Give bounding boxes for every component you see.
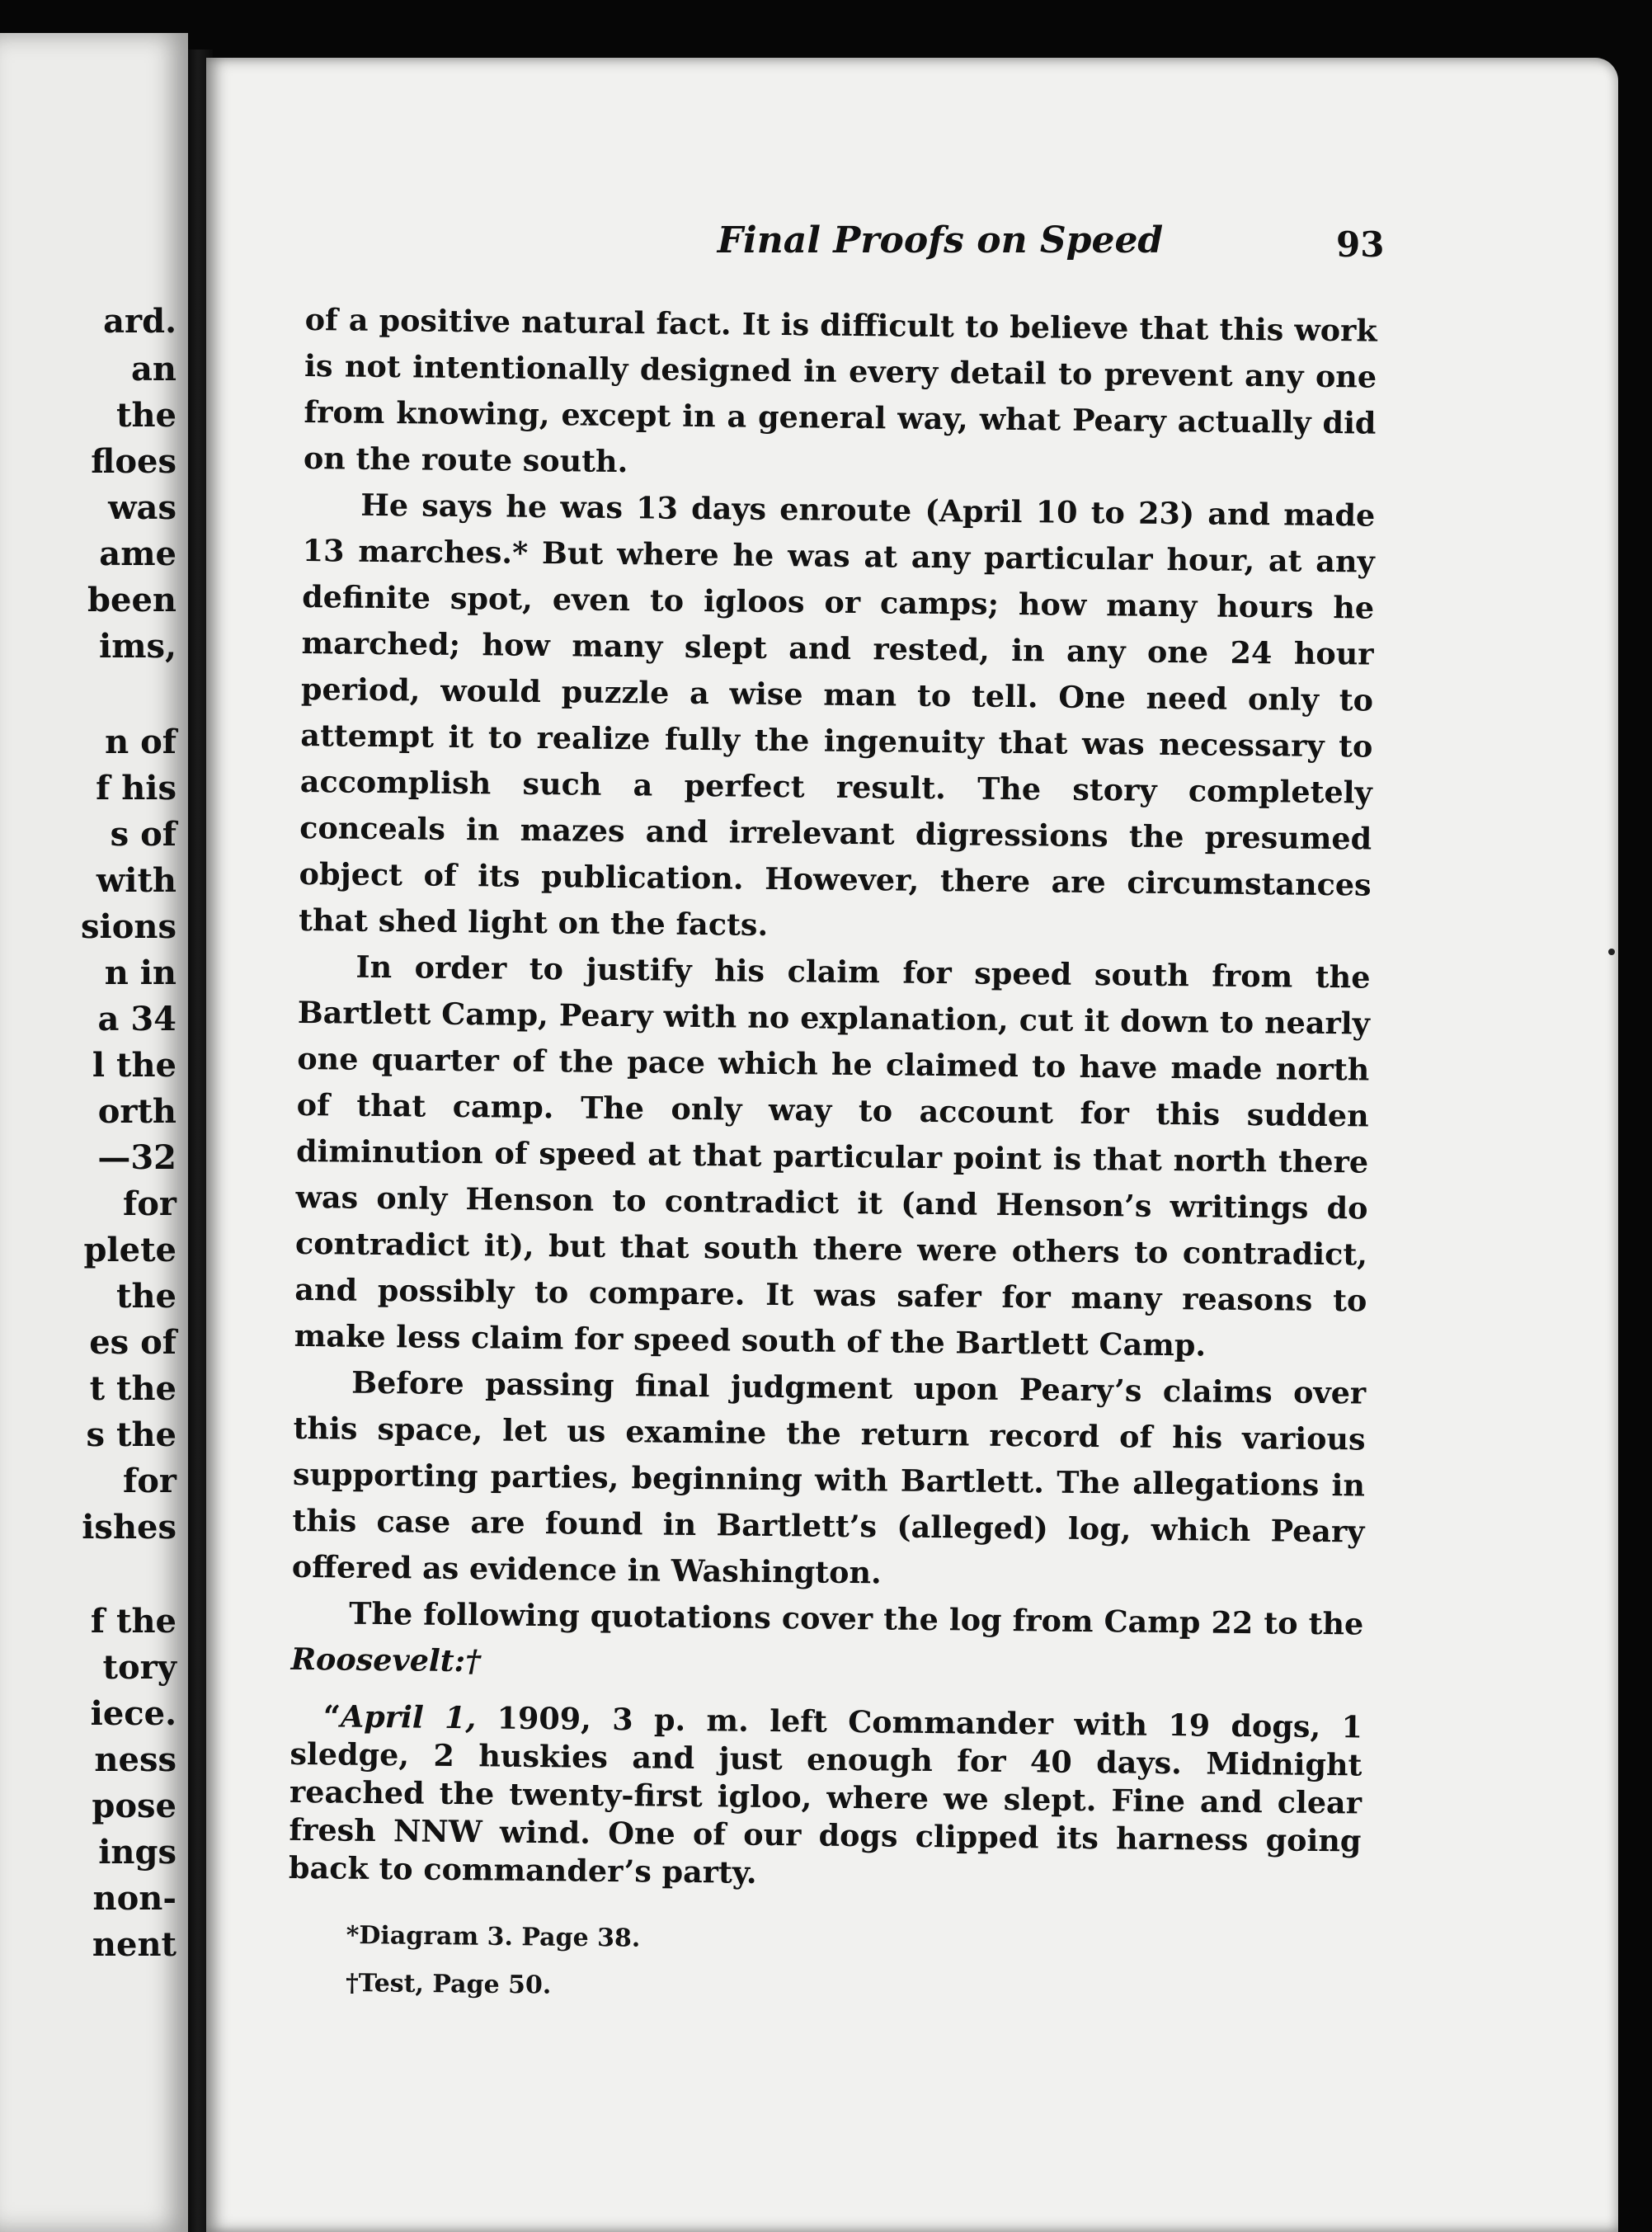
footnote: *Diagram 3. Page 38. [346,1920,641,1953]
quote-intro-text: The following quotations cover the log from Camp 22 to the [349,1595,1364,1642]
page-number: 93 [1336,224,1385,265]
left-fragment: sions [81,907,176,946]
scan-speck [1608,949,1615,955]
left-fragment: ness [94,1740,176,1779]
left-fragment: the [115,396,176,435]
quote-intro-italic: Roosevelt:† [290,1641,482,1679]
left-fragment: s the [86,1415,176,1454]
left-fragment: f the [90,1602,176,1641]
left-fragment: pose [92,1787,176,1825]
left-fragment: a 34 [97,1000,176,1038]
body-text [289,297,1377,1899]
left-fragment: tory [102,1648,176,1687]
paragraph-continued: of a positive natural fact. It is difficult to believe that this work is not intentionally designed in every detail to prevent any one from knowing, except in a general way, what Peary actually did on the route south. [303,301,1377,480]
left-fragment: ings [98,1833,176,1872]
main-page [206,58,1618,2232]
left-fragment: for [123,1462,176,1500]
quote-body: 1909, 3 p. m. left Commander with 19 dogs, 1 sledge, 2 huskies and just enough for 40 days. Midnight reached the twenty-first igloo, where we slept. Fine and clear fresh NNW wind. One of our dogs clipped its harness going back to commander’s party. [288,1700,1363,1891]
left-fragment: ard. [103,302,176,341]
left-fragment: es of [89,1323,176,1362]
quote-intro-paragraph [290,1590,1363,1694]
paragraph: He says he was 13 days enroute (April 10 to 23) and made 13 marches.* But where he was at any particular hour, at any definite spot, even to igloos or camps; how many hours he marched; how many slept and rested, in any one 24 hour period, would puzzle a wise man to tell. One need only to attempt it to realize fully the ingenuity that was necessary to accomplish such a perfect result. The story completely conceals in mazes and irrelevant digressions the presumed object of its publication. However, there are circumstances that shed light on the facts. [298,487,1376,943]
left-fragment: iece. [90,1694,176,1733]
paragraph: Before passing final judgment upon Peary’s claims over this space, let us examine the return record of his various supporting parties, beginning with Bartlett. The allegations in this case are found in Bartlett’s (alleged) log, which Peary offered as evidence in Washington. [291,1364,1367,1591]
left-facing-page [0,33,188,2232]
quote-date: April 1, [340,1698,477,1736]
left-fragment: l the [92,1046,176,1085]
quote-open-mark: “ [322,1698,341,1735]
left-fragment: the [115,1277,176,1316]
left-fragment: plete [83,1231,176,1269]
left-fragment: an [131,350,176,388]
left-fragment: n in [104,954,176,992]
paragraph: In order to justify his claim for speed south from the Bartlett Camp, Peary with no explanation, cut it down to nearly one quarter of the pace which he claimed to have made north of that camp. The only way to account for this sudden diminution of speed at that particular point is that north there was only Henson to contradict it (and Henson’s writings do contradict it), but that south there were others to contradict, and possibly to compare. It was safer for many reasons to make less claim for speed south of the Bartlett Camp. [294,949,1371,1363]
left-fragment: non- [92,1879,176,1918]
left-fragment: was [108,488,176,527]
left-fragment: been [87,581,176,619]
left-fragment: f his [96,769,176,808]
left-fragment: ims, [99,627,176,666]
left-fragment: n of [105,723,176,761]
footnote: †Test, Page 50. [345,1968,552,2000]
footnotes [346,1912,641,2011]
left-fragment: ame [99,534,176,573]
left-fragment: t the [89,1369,176,1408]
left-fragment: with [96,861,176,900]
left-fragment: —32 [97,1138,176,1177]
running-head: Final Proofs on Speed [717,219,1164,261]
log-quotation [289,1698,1363,1899]
left-fragment: ishes [82,1508,176,1547]
left-fragment: s of [110,815,176,854]
left-fragment: for [123,1184,176,1223]
left-fragment: floes [91,442,176,481]
left-fragment: orth [97,1092,176,1131]
left-fragment: nent [92,1925,176,1964]
